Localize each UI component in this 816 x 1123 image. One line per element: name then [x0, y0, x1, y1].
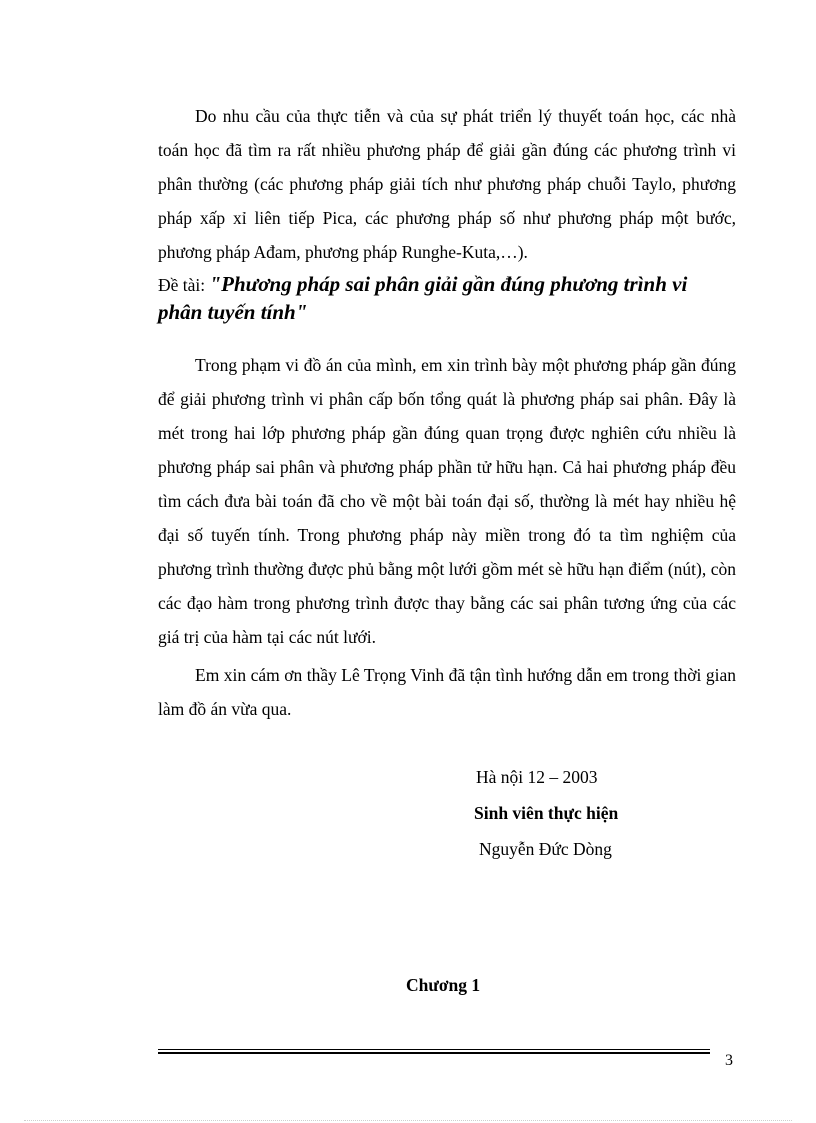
topic-title: "Phương pháp sai phân giải gần đúng phương trình vi phân tuyến tính"	[158, 272, 688, 324]
topic-heading	[158, 271, 736, 327]
thanks-paragraph: Em xin cám ơn thầy Lê Trọng Vinh đã tận tình hướng dẫn em trong thời gian làm đồ án vừa qua.	[158, 665, 736, 719]
signature-role: Sinh viên thực hiện	[474, 803, 619, 823]
chapter-heading: Chương 1	[406, 975, 481, 995]
footer-rule-thick	[158, 1052, 710, 1054]
page-bottom-border	[24, 1120, 792, 1121]
topic-label: Đề tài:	[158, 275, 206, 295]
footer-rule-thin	[158, 1049, 710, 1050]
signature-date: Hà nội 12 – 2003	[476, 767, 598, 787]
intro-paragraph: Do nhu cầu của thực tiễn và của sự phát triển lý thuyết toán học, các nhà toán học đã tìm ra rất nhiều phương pháp để giải gần đúng các phương trình vi phân thường (các phương pháp giải tích như phương pháp chuỗi Taylo, phương pháp xấp xỉ liên tiếp Pica, các phương pháp số như phương pháp một bước, phương pháp Ađam, phương pháp Runghe-Kuta,…).	[158, 106, 736, 262]
page-number: 3	[725, 1052, 733, 1069]
scope-paragraph: Trong phạm vi đồ án của mình, em xin trình bày một phương pháp gần đúng để giải phương trình vi phân cấp bốn tổng quát là phương pháp sai phân. Đây là mét trong hai lớp phương pháp gần đúng quan trọng được nghiên cứu nhiều là phương pháp sai phân và phương pháp phần tử hữu hạn. Cả hai phương pháp đều tìm cách đưa bài toán đã cho về một bài toán đại số, thường là mét hay nhiều hệ đại số tuyến tính. Trong phương pháp này miền trong đó ta tìm nghiệm của phương trình thường được phủ bằng một lưới gồm mét sè hữu hạn điểm (nút), còn các đạo hàm trong phương trình được thay bằng các sai phân tương ứng của các giá trị của hàm tại các nút lưới.	[158, 355, 736, 647]
signature-name: Nguyễn Đức Dòng	[479, 839, 612, 859]
